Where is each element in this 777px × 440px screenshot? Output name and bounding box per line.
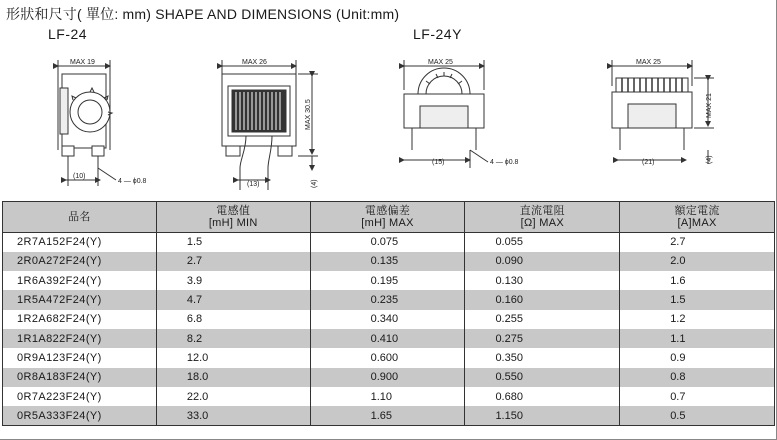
dim-4b: (4) — [706, 155, 713, 164]
header-rated-current: 額定電流 [A]MAX — [620, 202, 775, 233]
dimension-drawings — [0, 0, 777, 200]
table-header-row — [3, 202, 775, 233]
dim-max21: MAX 21 — [706, 93, 713, 118]
table-row: 1R6A392F24(Y) 3.9 0.195 0.130 1.6 — [3, 271, 775, 290]
model-label-lf24y: LF-24Y — [413, 26, 462, 42]
lf24-front-view — [222, 60, 318, 190]
header-part-name: 品名 — [3, 202, 157, 233]
header-inductance: 電感值 [mH] MIN — [156, 202, 310, 233]
dim-13: (13) — [247, 181, 260, 188]
table-row: 1R2A682F24(Y) 6.8 0.340 0.255 1.2 — [3, 310, 775, 329]
dim-21: (21) — [642, 159, 655, 166]
table-row: 1R1A822F24(Y) 8.2 0.410 0.275 1.1 — [3, 329, 775, 348]
table-row: 0R9A123F24(Y) 12.0 0.600 0.350 0.9 — [3, 348, 775, 367]
lf24y-side-view — [404, 60, 488, 168]
dim-max26: MAX 26 — [242, 59, 267, 66]
dim-4a: (4) — [311, 179, 318, 188]
page-title: 形狀和尺寸( 單位: mm) SHAPE AND DIMENSIONS (Unit:mm) — [6, 6, 400, 22]
table-row: 0R5A333F24(Y) 33.0 1.65 1.150 0.5 — [3, 406, 775, 425]
dim-15: (15) — [432, 159, 445, 166]
table-row: 0R8A183F24(Y) 18.0 0.900 0.550 0.8 — [3, 368, 775, 387]
dim-max25b: MAX 25 — [636, 59, 661, 66]
table-row: 1R5A472F24(Y) 4.7 0.235 0.160 1.5 — [3, 290, 775, 309]
specification-table — [2, 201, 775, 426]
header-dc-resistance: 直流電阻 [Ω] MAX — [465, 202, 620, 233]
model-label-lf24: LF-24 — [48, 26, 88, 42]
lf24-side-view — [58, 60, 116, 186]
dim-max19: MAX 19 — [70, 59, 95, 66]
table-row: 0R7A223F24(Y) 22.0 1.10 0.680 0.7 — [3, 387, 775, 406]
table-row: 2R0A272F24(Y) 2.7 0.135 0.090 2.0 — [3, 252, 775, 271]
table-row: 2R7A152F24(Y) 1.5 0.075 0.055 2.7 — [3, 233, 775, 252]
dim-pin-lf24y: 4 — ϕ0.8 — [490, 159, 519, 166]
dim-10: (10) — [73, 173, 86, 180]
dim-max30-5: MAX 30.5 — [305, 99, 312, 130]
header-inductance-deviation: 電感偏差 [mH] MAX — [310, 202, 465, 233]
lf24y-front-view — [612, 60, 714, 164]
dim-pin-lf24: 4 — ϕ0.8 — [118, 178, 147, 185]
dim-max25a: MAX 25 — [428, 59, 453, 66]
